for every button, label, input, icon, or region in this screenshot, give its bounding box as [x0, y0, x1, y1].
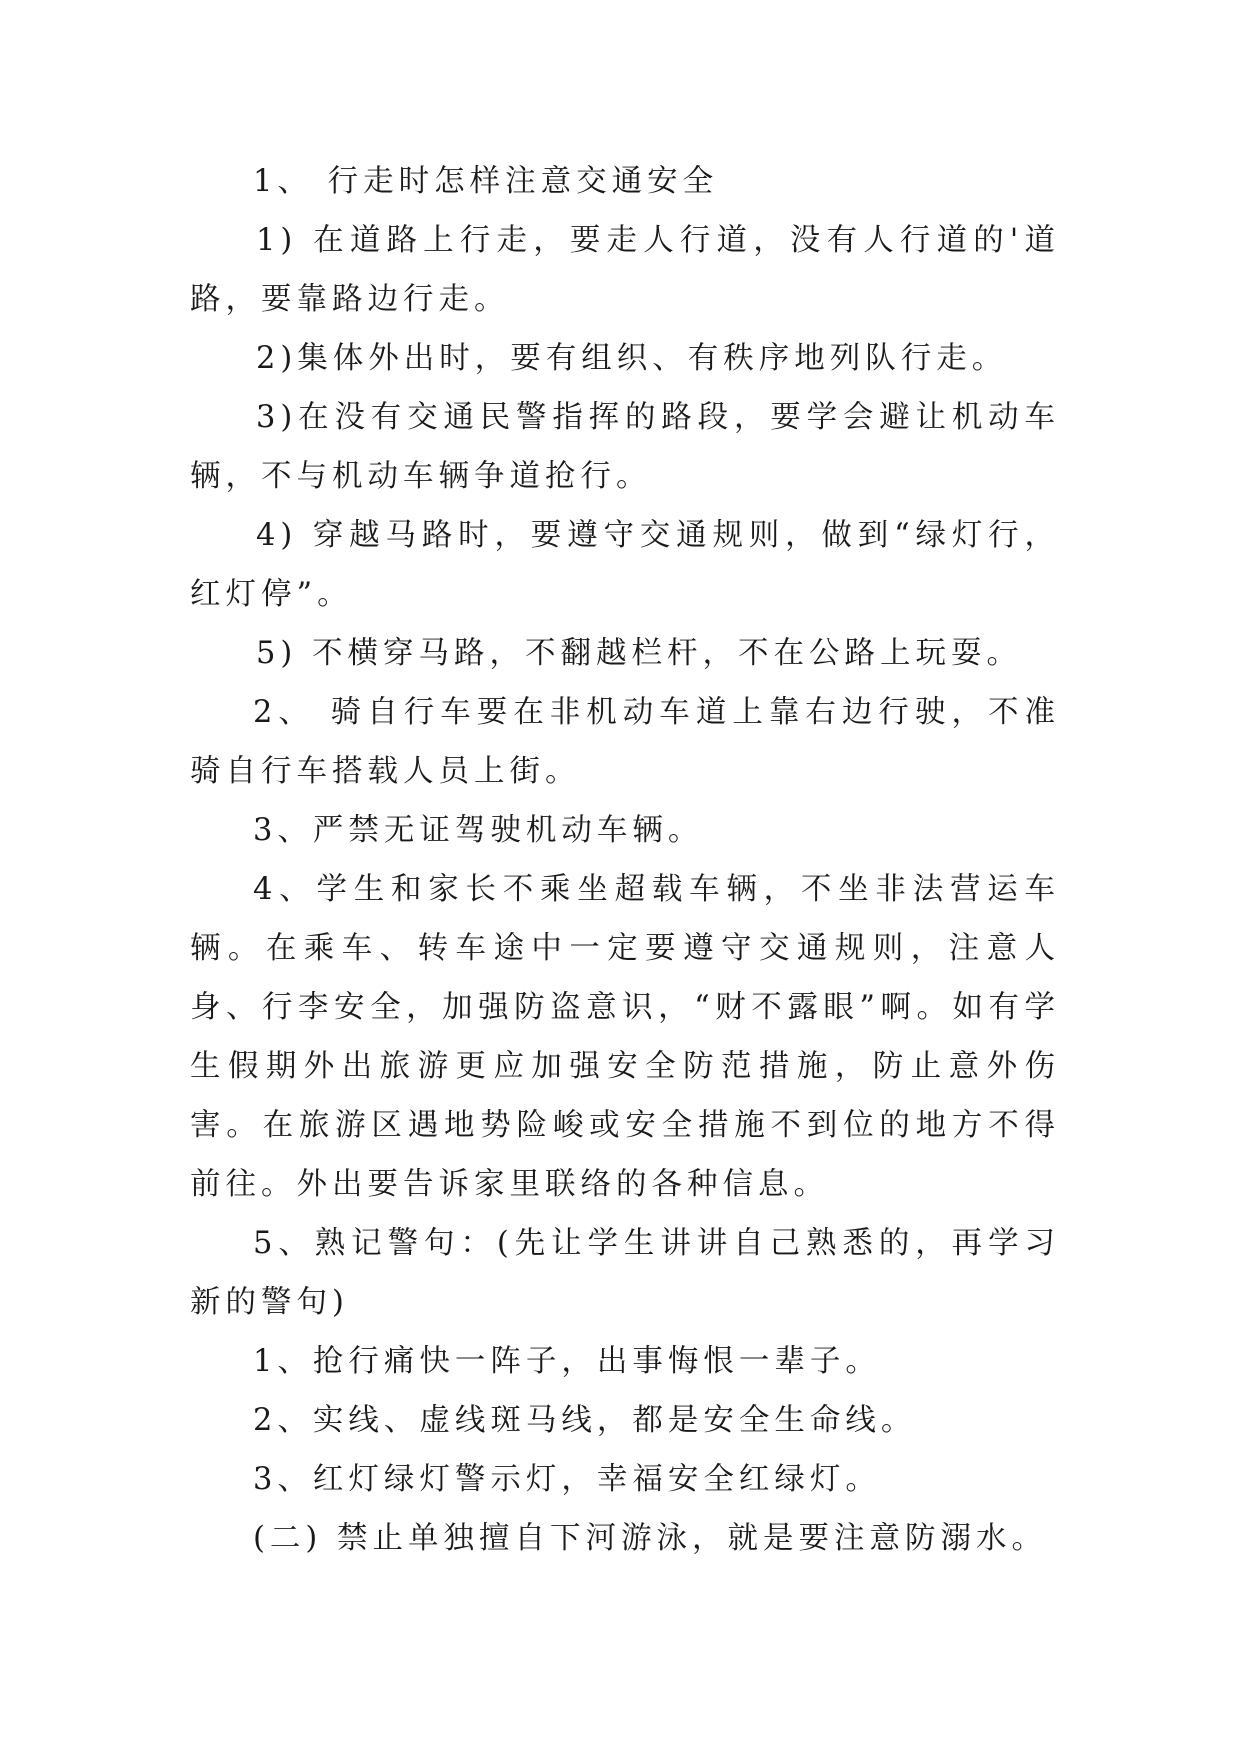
paragraph-walk-sidewalk: 1) 在道路上行走，要走人行道，没有人行道的'道路，要靠路边行走。 — [190, 223, 1060, 317]
heading-drowning-prevention: (二) 禁止单独擅自下河游泳，就是要注意防溺水。 — [253, 1521, 1047, 1556]
slogan-2: 2、实线、虚线斑马线，都是安全生命线。 — [253, 1403, 917, 1438]
paragraph-vehicle-travel-safety: 4、学生和家长不乘坐超载车辆，不坐非法营运车辆。在乘车、转车途中一定要遵守交通规则，注意人身、行李安全，加强防盗意识，“财不露眼”啊。如有学生假期外出旅游更应加强安全防范措施，防止意外伤害。在旅游区遇地势险峻或安全措施不到位的地方不得前往。外出要告诉家里联络的各种信息。 — [190, 872, 1060, 1202]
document-body — [190, 152, 1060, 1568]
paragraph-group-outing: 2)集体外出时，要有组织、有秩序地列队行走。 — [256, 341, 1008, 376]
paragraph-yield-vehicles: 3)在没有交通民警指挥的路段，要学会避让机动车辆，不与机动车辆争道抢行。 — [190, 400, 1060, 494]
slogan-1: 1、抢行痛快一阵子，出事悔恨一辈子。 — [253, 1344, 881, 1379]
paragraph-no-jaywalking: 5) 不横穿马路，不翻越栏杆，不在公路上玩耍。 — [256, 636, 1022, 671]
paragraph-memorize-slogans: 5、熟记警句：(先让学生讲讲自己熟悉的，再学习新的警句) — [190, 1226, 1060, 1320]
paragraph-no-license-driving: 3、严禁无证驾驶机动车辆。 — [253, 813, 704, 848]
heading-walking-safety: 1、 行走时怎样注意交通安全 — [253, 164, 719, 199]
paragraph-bicycle-rules: 2、 骑自行车要在非机动车道上靠右边行驶，不准骑自行车搭载人员上街。 — [190, 695, 1060, 789]
paragraph-crossing-road: 4) 穿越马路时，要遵守交通规则，做到“绿灯行，红灯停”。 — [190, 518, 1060, 612]
slogan-3: 3、红灯绿灯警示灯，幸福安全红绿灯。 — [253, 1462, 881, 1497]
